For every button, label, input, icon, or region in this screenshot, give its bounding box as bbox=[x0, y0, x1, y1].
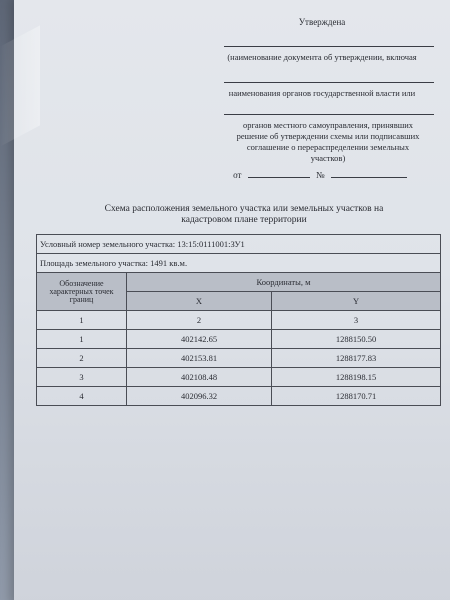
index-row bbox=[37, 311, 441, 330]
number-blank bbox=[331, 169, 407, 178]
approval-date-row bbox=[210, 169, 434, 181]
x-cell: 402108.48 bbox=[127, 368, 272, 387]
number-label: № bbox=[315, 170, 325, 180]
approval-caption-1: (наименование документа об утверждении, включая bbox=[227, 52, 417, 62]
approval-caption-2: наименования органов государственной власти или bbox=[228, 88, 416, 98]
points-header: Обозначение характерных точек границ bbox=[37, 273, 127, 311]
point-cell: 4 bbox=[37, 387, 127, 406]
conditional-number-cell: Условный номер земельного участка: 13:15:0111001:ЗУ1 bbox=[37, 235, 441, 254]
scheme-title: Схема расположения земельного участка или земельных участков на кадастровом плане территории bbox=[104, 204, 384, 225]
x-cell: 402096.32 bbox=[127, 387, 272, 406]
x-header: X bbox=[127, 292, 272, 311]
table-row bbox=[37, 387, 441, 406]
point-cell: 2 bbox=[37, 349, 127, 368]
approval-line-2 bbox=[224, 82, 434, 83]
y-cell: 1288150.50 bbox=[272, 330, 441, 349]
coords-header: Координаты, м bbox=[127, 273, 441, 292]
coordinates-table bbox=[36, 234, 441, 406]
y-cell: 1288198.15 bbox=[272, 368, 441, 387]
date-blank bbox=[248, 169, 310, 178]
point-cell: 3 bbox=[37, 368, 127, 387]
y-cell: 1288170.71 bbox=[272, 387, 441, 406]
paper-sheet bbox=[14, 0, 450, 600]
index-cell: 3 bbox=[272, 311, 441, 330]
point-cell: 1 bbox=[37, 330, 127, 349]
y-cell: 1288177.83 bbox=[272, 349, 441, 368]
approval-line-3 bbox=[224, 114, 434, 115]
table-row bbox=[37, 368, 441, 387]
table-row bbox=[37, 330, 441, 349]
approval-caption-3: органов местного самоуправления, принявших решение об утверждении схемы или подписавших соглашение о перераспределении земельных участков) bbox=[236, 120, 420, 163]
y-header: Y bbox=[272, 292, 441, 311]
approval-line-1 bbox=[224, 46, 434, 47]
index-cell: 1 bbox=[37, 311, 127, 330]
approval-title: Утверждена bbox=[298, 17, 346, 27]
from-label: от bbox=[233, 170, 242, 180]
table-row bbox=[37, 349, 441, 368]
area-cell: Площадь земельного участка: 1491 кв.м. bbox=[37, 254, 441, 273]
x-cell: 402142.65 bbox=[127, 330, 272, 349]
index-cell: 2 bbox=[127, 311, 272, 330]
x-cell: 402153.81 bbox=[127, 349, 272, 368]
